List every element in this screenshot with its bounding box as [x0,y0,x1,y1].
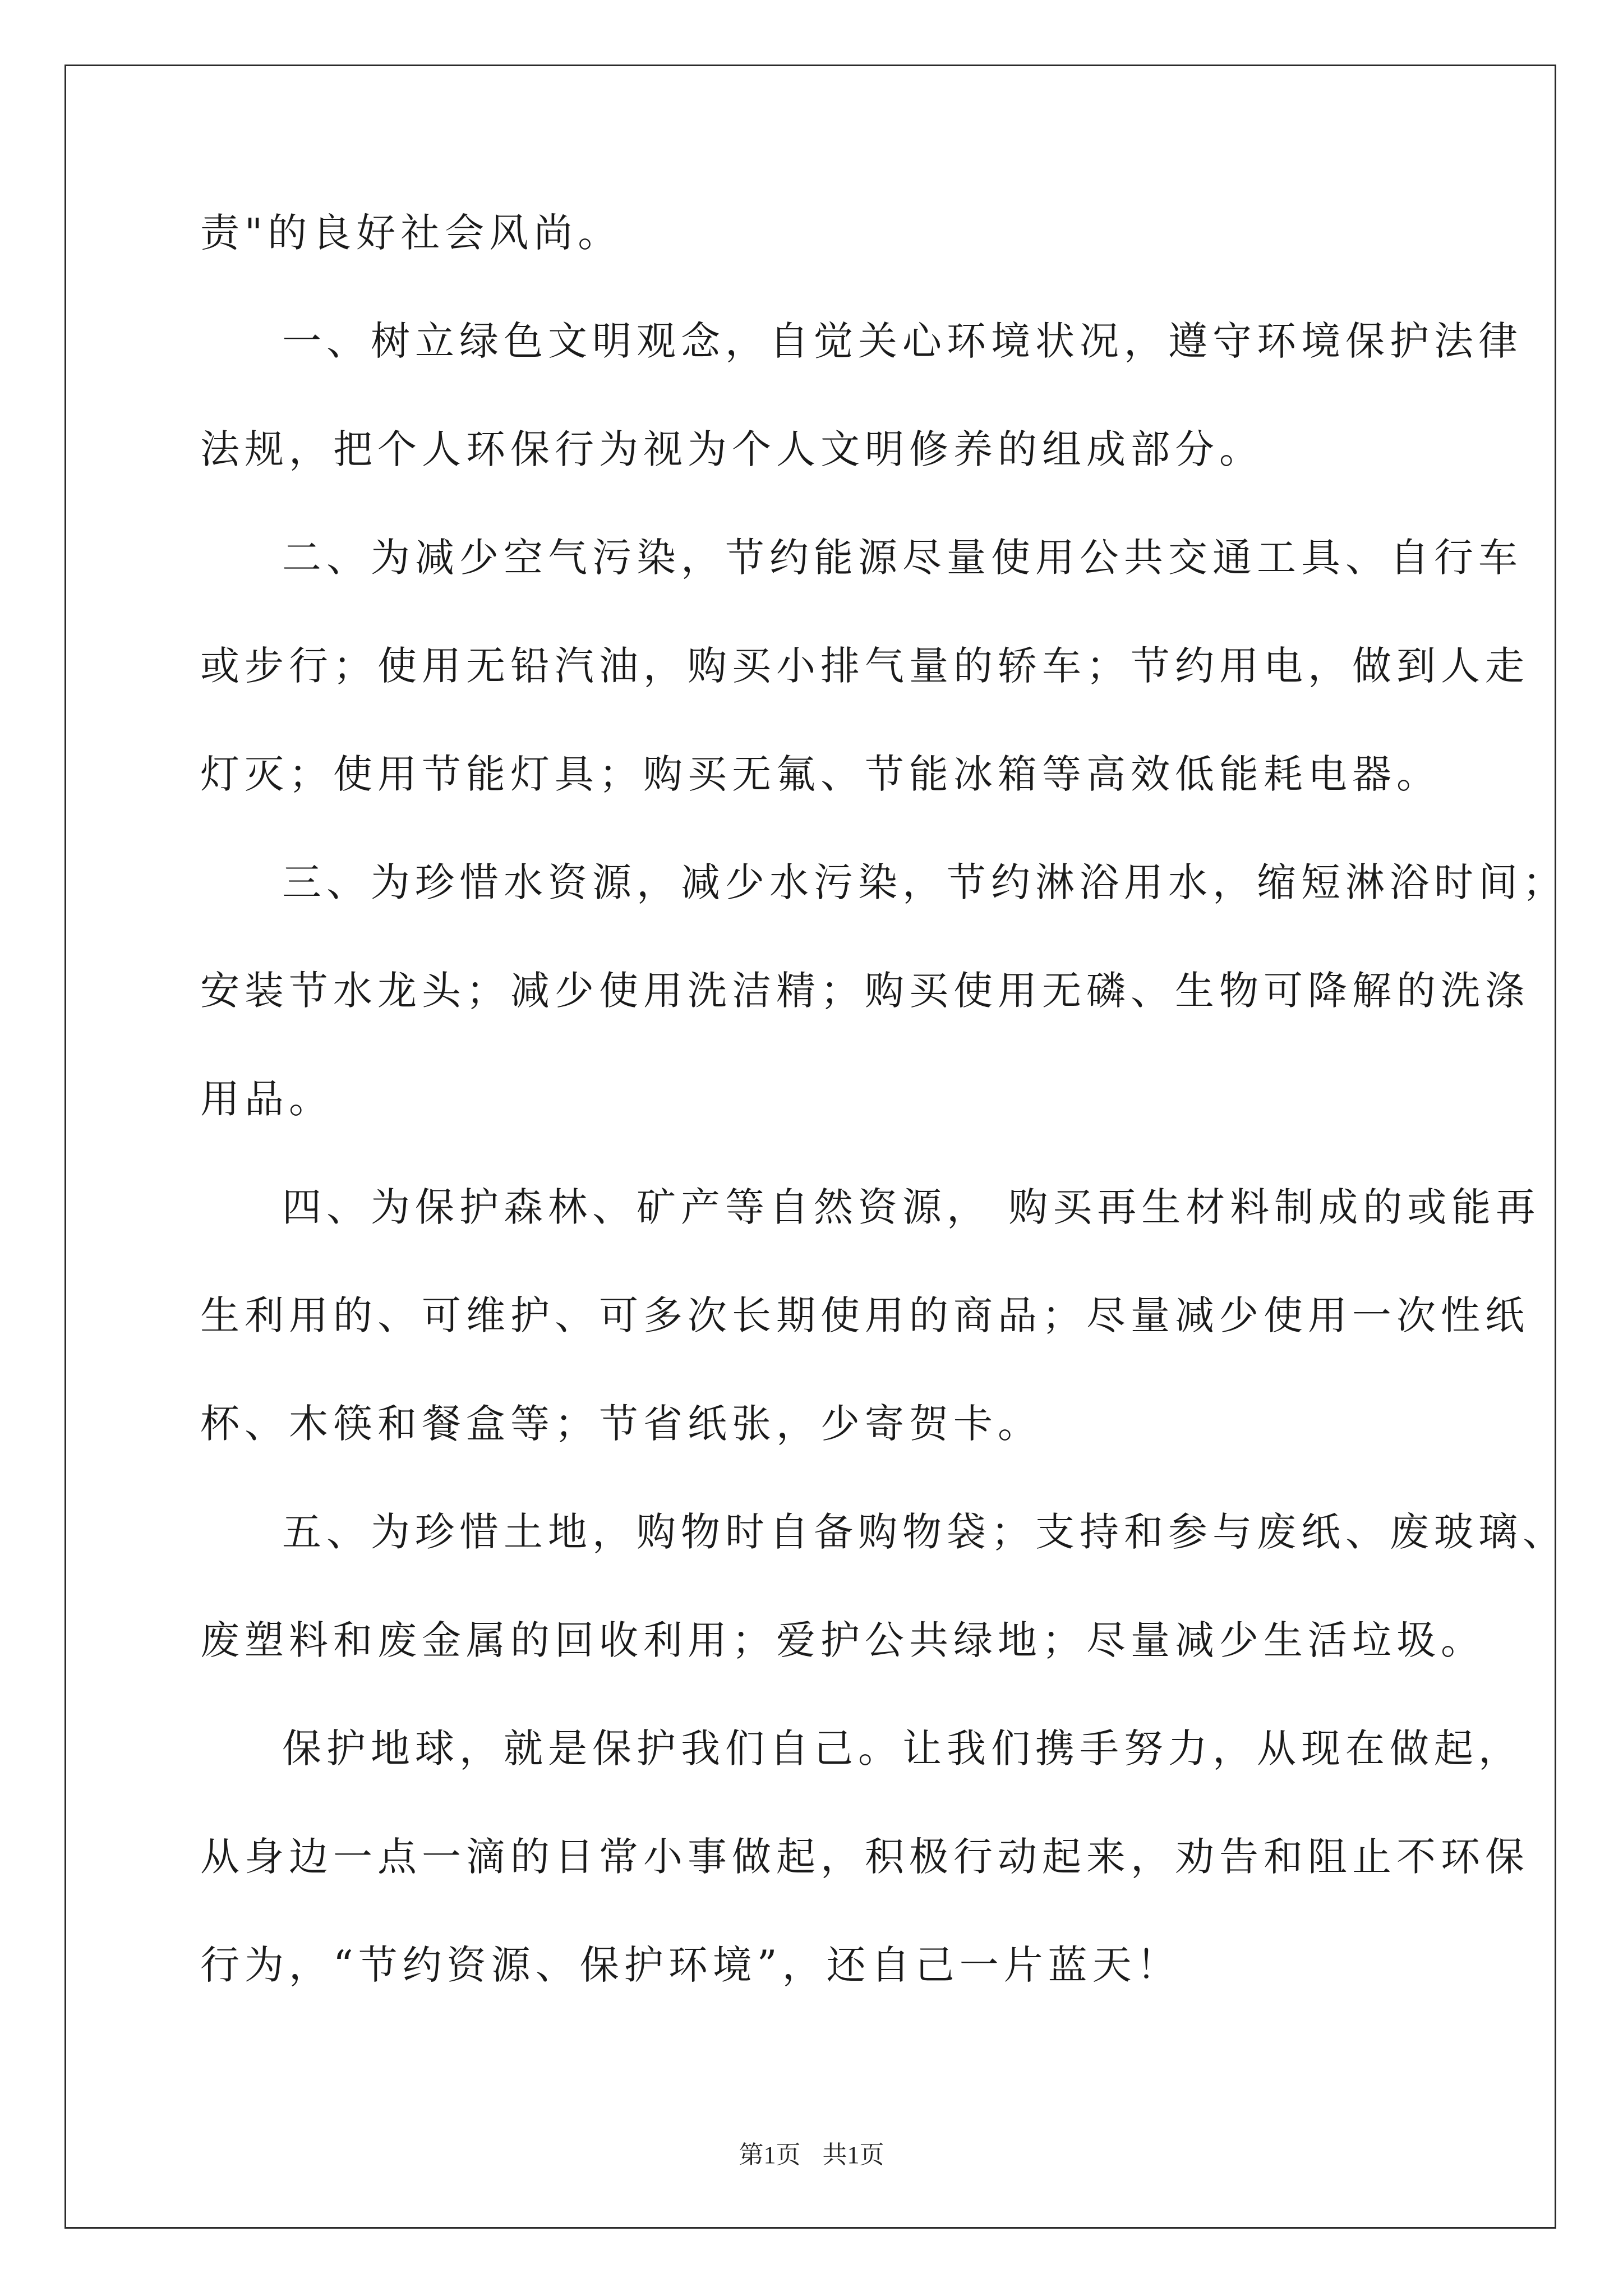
text-line: 责"的良好社会风尚。 [200,210,623,256]
text-line: 四、为保护森林、矿产等自然资源， 购买再生材料制成的或能再 [282,1184,1541,1230]
page-footer [0,2134,1623,2170]
text-line: 一、树立绿色文明观念，自觉关心环境状况，遵守环境保护法律 [282,318,1523,364]
text-line: 用品。 [200,1076,333,1122]
text-line: 五、为珍惜土地，购物时自备购物袋；支持和参与废纸、废玻璃、 [282,1509,1567,1555]
text-line: 保护地球，就是保护我们自己。让我们携手努力，从现在做起， [282,1726,1523,1772]
text-line: 三、为珍惜水资源，减少水污染，节约淋浴用水，缩短淋浴时间； [282,859,1567,905]
text-line: 灯灭；使用节能灯具；购买无氟、节能冰箱等高效低能耗电器。 [200,751,1441,797]
text-line: 废塑料和废金属的回收利用；爱护公共绿地；尽量减少生活垃圾。 [200,1617,1485,1663]
page-number-current: 第1页 [739,2141,801,2169]
page-border [64,65,1556,2229]
text-line: 安装节水龙头；减少使用洗洁精；购买使用无磷、生物可降解的洗涤 [200,968,1529,1014]
page-number-total: 共1页 [822,2141,884,2169]
text-line: 从身边一点一滴的日常小事做起，积极行动起来，劝告和阻止不环保 [200,1834,1529,1880]
text-line: 生利用的、可维护、可多次长期使用的商品；尽量减少使用一次性纸 [200,1292,1529,1338]
text-line: 二、为减少空气污染，节约能源尽量使用公共交通工具、自行车 [282,535,1523,581]
text-line: 法规，把个人环保行为视为个人文明修养的组成部分。 [200,426,1264,472]
text-line: 杯、木筷和餐盒等；节省纸张，少寄贺卡。 [200,1401,1042,1447]
text-line: 行为，“节约资源、保护环境”，还自己一片蓝天！ [200,1942,1181,1988]
text-line: 或步行；使用无铅汽油，购买小排气量的轿车；节约用电，做到人走 [200,643,1529,689]
